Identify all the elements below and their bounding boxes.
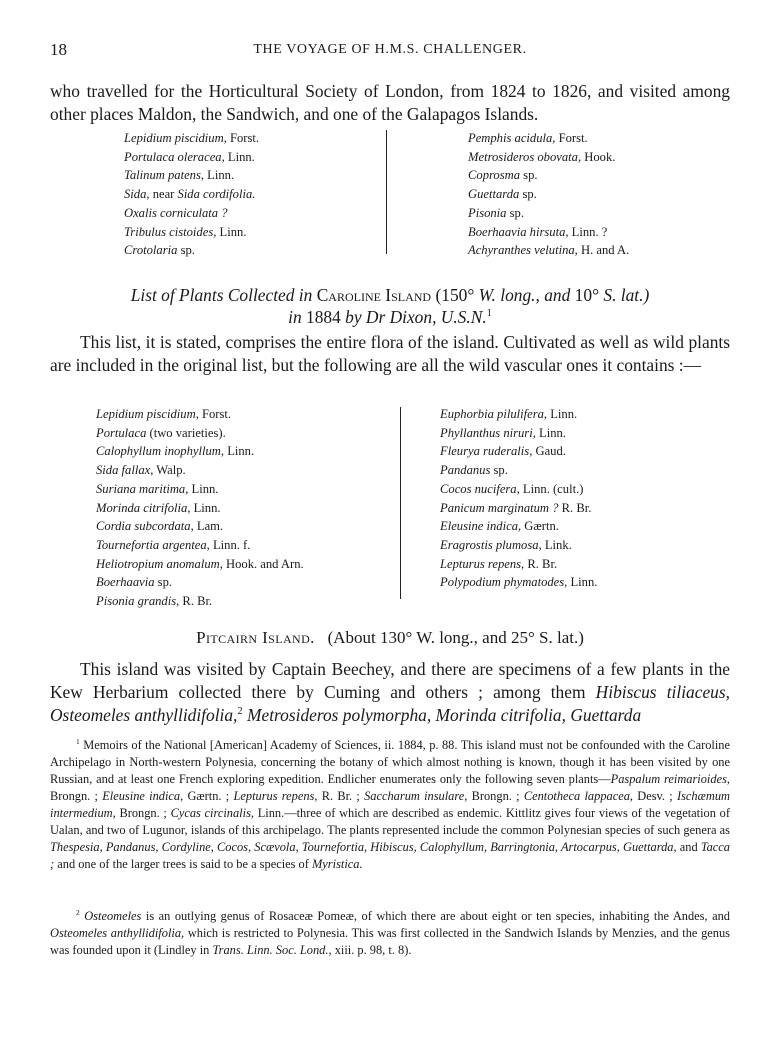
list-item: Boerhaavia hirsuta, Linn. ? [468, 224, 608, 239]
plant-list-1-left [124, 129, 259, 260]
list-item: Lepidium piscidium, Forst. [124, 131, 260, 145]
list-item: Oxalis corniculata ? [124, 205, 228, 220]
caroline-heading: List of Plants Collected in Caroline Island (150° W. long., and 10° S. lat.) in 1884 by Dr Dixon, U.S.N.$^1$ [130, 285, 650, 327]
list-item: Crotolaria sp. [124, 243, 195, 258]
list-item: Talinum patens, Linn. [124, 168, 235, 183]
list-item: Guettarda sp. [468, 187, 537, 202]
list-item: Morinda citrifolia, Linn. [96, 500, 221, 515]
list-item: Portulaca oleracea, Linn. [124, 149, 255, 164]
column-divider [400, 407, 401, 599]
list-item: Heliotropium anomalum, Hook. and Arn. [96, 556, 304, 571]
list-item: Pandanus sp. [440, 463, 508, 478]
list-item: Fleurya ruderalis, Gaud. [440, 444, 566, 459]
list-item: Tribulus cistoides, Linn. [124, 224, 247, 239]
footnote-1: $^1$ Memoirs of the National [American] Academy of Sciences, ii. 1884, p. 88. This island must not be confounded with the Caroline Archipelago in North-western Polynesia, concerning the botany of which almost nothing is known, though it has been visited by one Russian, and at least one French exploring expedition. Endlicher enumerates only the following seven plants—Paspalum reimarioides, Brongn. ; Eleusine indica, Gærtn. ; Lepturus repens, R. Br. ; Saccharum insulare, Brongn. ; Centotheca lappacea, Desv. ; Ischæmum intermedium, Brongn. ; Cycas circinalis, Linn.—three of which are described as endemic. Kittlitz gives four views of the vegetation of Ualan, and two of Lugunor, islands of this archipelago. The plants represented include the common Polynesian species of such genera as Thespesia, Pandanus, Cordyline, Cocos, Scævola, Tournefortia, Hibiscus, Calophyllum, Barringtonia, Artocarpus, Guettarda, and Tacca ; and one of the larger trees is said to be a species of Myristica. [50, 736, 730, 871]
list-item: Polypodium phymatodes, Linn. [440, 575, 598, 590]
list-item: Lepturus repens, R. Br. [440, 556, 558, 571]
pitcairn-paragraph: This island was visited by Captain Beechey, and there are specimens of a few plants in the Kew Herbarium collected there by Cuming and others ; among them Hibiscus tiliaceus, Osteomeles anthyllidifolia,$^2$ Metrosideros polymorpha, Morinda citrifolia, Guettarda [50, 659, 730, 725]
footnote-ref: 2 [237, 706, 243, 718]
list-item: Coprosma sp. [468, 168, 538, 183]
list-item: Portulaca (two varieties). [96, 425, 226, 440]
list-item: Sida fallax, Walp. [96, 463, 186, 478]
intro-paragraph: who travelled for the Horticultural Society of London, from 1824 to 1826, and visited among other places Maldon, the Sandwich, and one of the Galapagos Islands. [50, 81, 730, 124]
list-item: Eleusine indica, Gærtn. [440, 519, 559, 534]
list-item: Suriana maritima, Linn. [96, 481, 219, 496]
plant-list-2-left [96, 405, 304, 611]
list-item: Phyllanthus niruri, Linn. [440, 425, 566, 440]
list-item: Metrosideros obovata, Hook. [468, 149, 616, 164]
page-number: 18 [50, 40, 67, 59]
plant-list-1-right [468, 129, 629, 260]
list-item: Pemphis acidula, Forst. [468, 131, 588, 145]
list-item: Calophyllum inophyllum, Linn. [96, 444, 255, 459]
footnote-2: $^2$ Osteomeles is an outlying genus of Rosaceæ Pomeæ, of which there are about eight or ten species, inhabiting the Andes, and Osteomeles anthyllidifolia, which is restricted to Polynesia. This was first collected in the Sandwich Islands by Menzies, and the genus was founded upon it (Lindley in Trans. Linn. Soc. Lond., xiii. p. 98, t. 8). [50, 907, 730, 957]
list-item: Cocos nucifera, Linn. (cult.) [440, 481, 584, 496]
list-item: Boerhaavia sp. [96, 575, 173, 590]
pitcairn-heading: Pitcairn Island. (About 130° W. long., and 25° S. lat.) [196, 628, 584, 647]
plant-list-2-right [440, 405, 597, 592]
footnote-ref: 1 [486, 308, 492, 320]
caroline-paragraph: This list, it is stated, comprises the entire flora of the island. Cultivated as well as wild plants are included in the original list, but the following are all the wild vascular ones it contains :— [50, 332, 730, 375]
list-item: Pisonia sp. [468, 205, 524, 220]
page-header [50, 40, 730, 62]
list-item: Achyranthes velutina, H. and A. [468, 243, 630, 258]
column-divider [386, 130, 387, 254]
list-item: Lepidium piscidium, Forst. [96, 407, 232, 421]
list-item: Euphorbia pilulifera, Linn. [440, 407, 578, 421]
list-item: Cordia subcordata, Lam. [96, 519, 224, 534]
list-item: Sida, near Sida cordifolia. [124, 187, 256, 202]
list-item: Eragrostis plumosa, Link. [440, 537, 572, 552]
list-item: Panicum marginatum ? R. Br. [440, 500, 592, 515]
list-item: Tournefortia argentea, Linn. f. [96, 537, 251, 552]
running-title: THE VOYAGE OF H.M.S. CHALLENGER. [253, 42, 527, 57]
list-item: Pisonia grandis, R. Br. [96, 594, 213, 609]
